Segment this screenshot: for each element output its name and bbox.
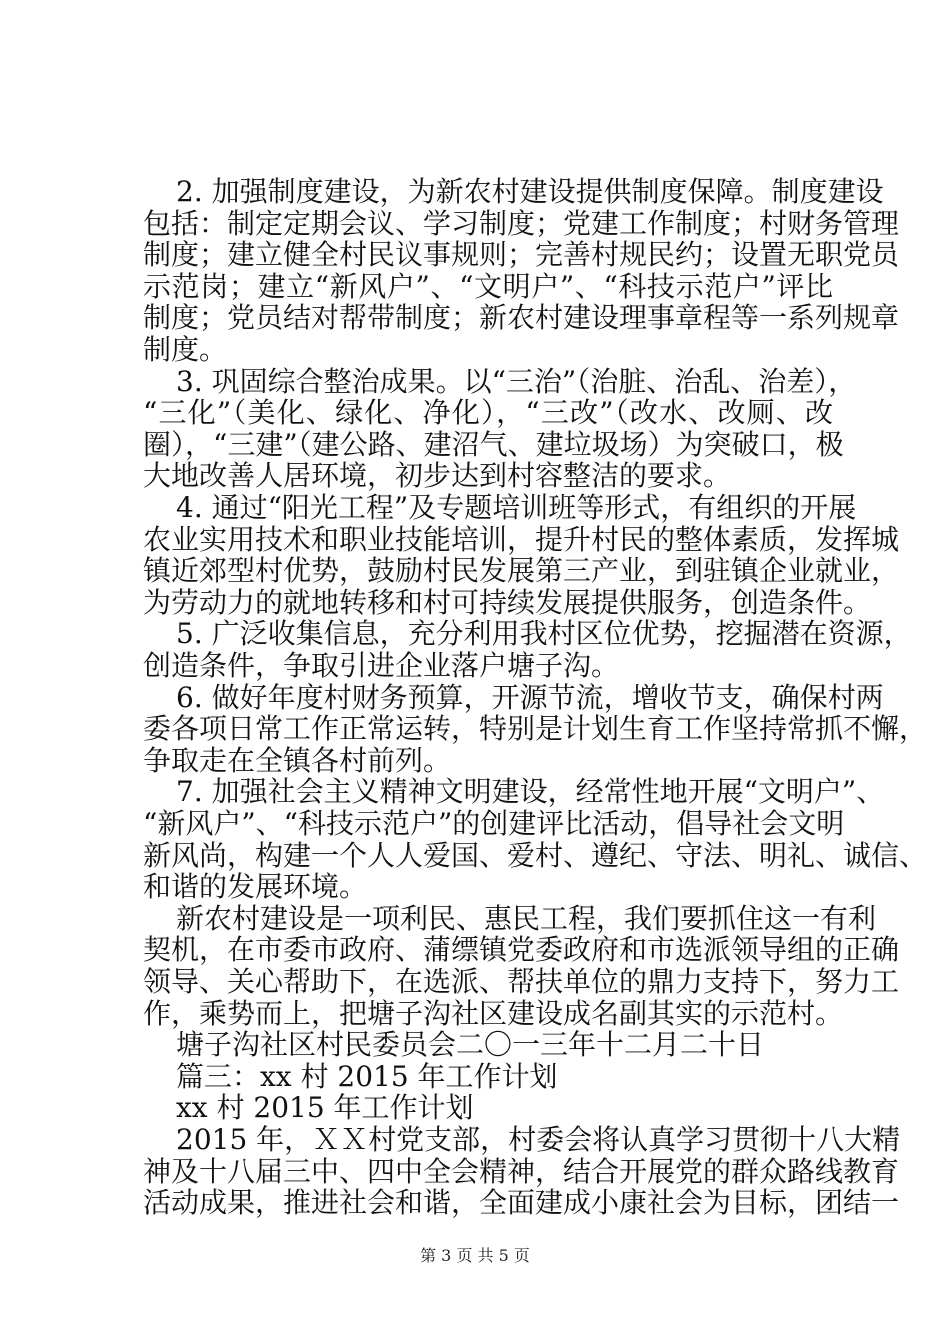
- signature-line: 塘子沟社区村民委员会二〇一三年十二月二十日: [176, 1028, 765, 1062]
- text-line: 新农村建设是一项利民、惠民工程，我们要抓住这一有利: [176, 901, 877, 935]
- text-line: 神及十八届三中、四中全会精神，结合开展党的群众路线教育: [143, 1154, 900, 1188]
- text-line: 制度；党员结对帮带制度；新农村建设理事章程等一系列规章: [143, 301, 900, 335]
- text-line: 5. 广泛收集信息，充分利用我村区位优势，挖掘潜在资源，: [176, 617, 912, 651]
- text-line: 圈），“三建”（建公路、建沼气、建垃圾场）为突破口，极: [143, 427, 844, 461]
- text-line: 创造条件，争取引进企业落户塘子沟。: [143, 649, 620, 682]
- text-line: “新风户”、“科技示范户”的创建评比活动，倡导社会文明: [143, 807, 845, 840]
- text-line: 2. 加强制度建设，为新农村建设提供制度保障。制度建设: [176, 175, 884, 208]
- text-line: 大地改善人居环境，初步达到村容整洁的要求。: [143, 459, 732, 493]
- text-line: 制度。: [143, 333, 228, 366]
- section-heading: 篇三：xx 村 2015 年工作计划: [176, 1059, 558, 1093]
- text-line: 为劳动力的就地转移和村可持续发展提供服务，创造条件。: [143, 585, 872, 619]
- text-line: “三化”（美化、绿化、净化），“三改”（改水、改厕、改: [143, 396, 833, 430]
- text-line: 4. 通过“阳光工程”及专题培训班等形式，有组织的开展: [176, 491, 857, 524]
- text-line: 新风尚，构建一个人人爱国、爱村、遵纪、守法、明礼、诚信、: [143, 838, 928, 872]
- text-line: 制度；建立健全村民议事规则；完善村规民约；设置无职党员: [143, 238, 900, 272]
- document-title: xx 村 2015 年工作计划: [176, 1091, 474, 1125]
- text-line: 争取走在全镇各村前列。: [143, 743, 452, 777]
- text-line: 2015 年，ＸＸ村党支部，村委会将认真学习贯彻十八大精: [176, 1123, 901, 1156]
- text-line: 契机，在市委市政府、蒲缥镇党委政府和市选派领导组的正确: [143, 933, 900, 967]
- text-line: 6. 做好年度村财务预算，开源节流，增收节支，确保村两: [176, 680, 884, 714]
- text-line: 领导、关心帮助下，在选派、帮扶单位的鼎力支持下，努力工: [143, 965, 900, 998]
- text-line: 作，乘势而上，把塘子沟社区建设成名副其实的示范村。: [143, 996, 844, 1030]
- text-line: 示范岗；建立“新风户”、“文明户”、“科技示范户”评比: [143, 269, 833, 303]
- text-line: 包括：制定定期会议、学习制度；党建工作制度；村财务管理: [143, 206, 900, 240]
- text-line: 委各项日常工作正常运转，特别是计划生育工作坚持常抓不懈，: [143, 712, 928, 746]
- text-line: 镇近郊型村优势，鼓励村民发展第三产业，到驻镇企业就业，: [143, 554, 900, 588]
- text-line: 活动成果，推进社会和谐，全面建成小康社会为目标，团结一: [143, 1186, 900, 1220]
- text-line: 农业实用技术和职业技能培训，提升村民的整体素质，发挥城: [143, 522, 900, 556]
- text-line: 3. 巩固综合整治成果。以“三治”（治脏、治乱、治差），: [176, 364, 857, 398]
- text-line: 和谐的发展环境。: [143, 870, 368, 904]
- page-number-footer: 第 3 页 共 5 页: [420, 1246, 530, 1265]
- text-line: 7. 加强社会主义精神文明建设，经常性地开展“文明户”、: [176, 775, 885, 809]
